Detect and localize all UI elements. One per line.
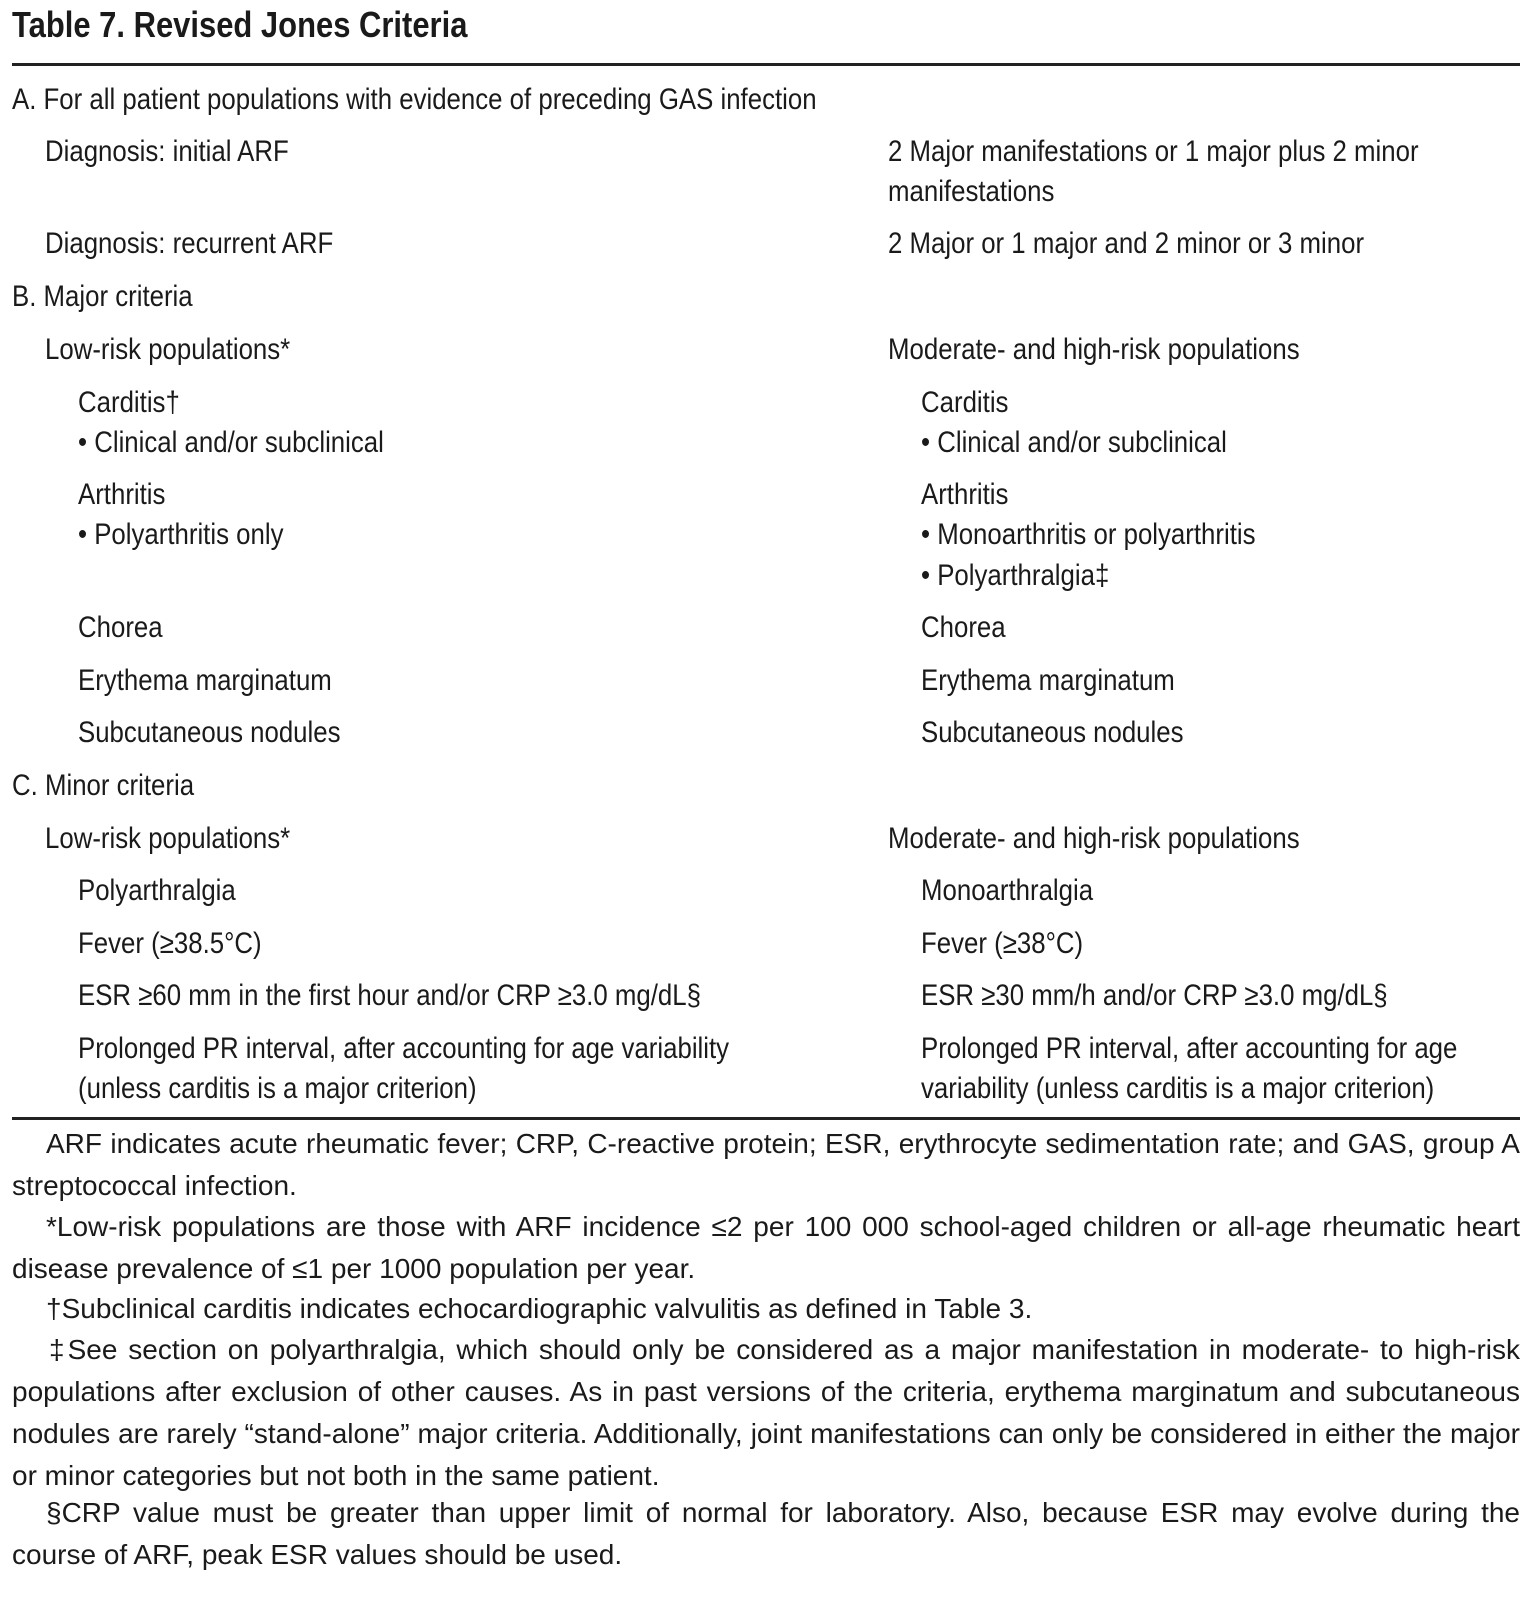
- minor-high-pr-line1: Prolonged PR interval, after accounting for age: [921, 1032, 1458, 1065]
- section-a-heading: A. For all patient populations with evidence of preceding GAS infection: [12, 83, 817, 116]
- minor-low-risk-heading: Low-risk populations*: [45, 822, 291, 855]
- top-rule: [12, 63, 1520, 66]
- major-high-arthritis-bullet-2: • Polyarthralgia‡: [921, 559, 1110, 592]
- footnote-abbreviations: [12, 1123, 1520, 1207]
- major-high-arthritis-bullet-1: • Monoarthritis or polyarthritis: [921, 518, 1256, 551]
- footnote-subclinical: [12, 1288, 1520, 1330]
- major-low-arthritis: Arthritis: [78, 478, 166, 511]
- major-low-arthritis-bullet: • Polyarthritis only: [78, 518, 284, 551]
- minor-high-fever: Fever (≥38°C): [921, 927, 1084, 960]
- minor-low-pr-line2: (unless carditis is a major criterion): [78, 1072, 477, 1105]
- initial-arf-value-line1: 2 Major manifestations or 1 major plus 2 minor: [888, 135, 1419, 168]
- major-high-nodules: Subcutaneous nodules: [921, 716, 1184, 749]
- initial-arf-value-line2: manifestations: [888, 175, 1055, 208]
- table-title: Table 7. Revised Jones Criteria: [12, 4, 468, 45]
- major-high-arthritis: Arthritis: [921, 478, 1009, 511]
- minor-high-esr: ESR ≥30 mm/h and/or CRP ≥3.0 mg/dL§: [921, 979, 1388, 1012]
- major-low-nodules: Subcutaneous nodules: [78, 716, 341, 749]
- minor-low-arthralgia: Polyarthralgia: [78, 874, 236, 907]
- footnote-crp: [12, 1492, 1520, 1576]
- major-high-carditis-bullet: • Clinical and/or subclinical: [921, 426, 1227, 459]
- major-low-carditis: Carditis†: [78, 386, 180, 419]
- footnote-crp-text: §CRP value must be greater than upper limit of normal for laboratory. Also, because ESR may evolve during the course of ARF, peak ESR values should be used.: [12, 1497, 1520, 1570]
- major-low-risk-heading: Low-risk populations*: [45, 333, 291, 366]
- recurrent-arf-value: 2 Major or 1 major and 2 minor or 3 minor: [888, 227, 1365, 260]
- initial-arf-label: Diagnosis: initial ARF: [45, 135, 289, 168]
- section-b-heading: B. Major criteria: [12, 280, 193, 313]
- minor-high-risk-heading: Moderate- and high-risk populations: [888, 822, 1300, 855]
- footnote-abbreviations-text: ARF indicates acute rheumatic fever; CRP, C-reactive protein; ESR, erythrocyte sedimentation rate; and GAS, group A streptococcal infection.: [12, 1128, 1520, 1201]
- footnote-subclinical-text: †Subclinical carditis indicates echocardiographic valvulitis as defined in Table 3.: [46, 1293, 1033, 1324]
- major-low-chorea: Chorea: [78, 611, 163, 644]
- minor-low-esr: ESR ≥60 mm in the first hour and/or CRP ≥3.0 mg/dL§: [78, 979, 701, 1012]
- minor-low-fever: Fever (≥38.5°C): [78, 927, 262, 960]
- major-high-risk-heading: Moderate- and high-risk populations: [888, 333, 1300, 366]
- bottom-rule: [12, 1117, 1520, 1120]
- major-low-erythema: Erythema marginatum: [78, 664, 332, 697]
- footnote-low-risk-text: *Low-risk populations are those with ARF incidence ≤2 per 100 000 school-aged children or all-age rheumatic heart disease prevalence of ≤1 per 1000 population per year.: [12, 1211, 1520, 1284]
- major-high-erythema: Erythema marginatum: [921, 664, 1175, 697]
- footnote-polyarthralgia: [12, 1329, 1520, 1497]
- major-high-carditis: Carditis: [921, 386, 1009, 419]
- minor-high-pr-line2: variability (unless carditis is a major criterion): [921, 1072, 1435, 1105]
- footnote-low-risk: [12, 1206, 1520, 1290]
- section-c-heading: C. Minor criteria: [12, 769, 195, 802]
- major-low-carditis-bullet: • Clinical and/or subclinical: [78, 426, 384, 459]
- minor-low-pr-line1: Prolonged PR interval, after accounting for age variability: [78, 1032, 730, 1065]
- major-high-chorea: Chorea: [921, 611, 1006, 644]
- recurrent-arf-label: Diagnosis: recurrent ARF: [45, 227, 334, 260]
- footnote-polyarthralgia-text: ‡See section on polyarthralgia, which should only be considered as a major manifestation in moderate- to high-risk populations after exclusion of other causes. As in past versions of the criteria, erythema marginatum and subcutaneous nodules are rarely “stand-alone” major criteria. Additionally, joint manifestations can only be considered in either the major or minor categories but not both in the same patient.: [12, 1334, 1520, 1491]
- minor-high-arthralgia: Monoarthralgia: [921, 874, 1094, 907]
